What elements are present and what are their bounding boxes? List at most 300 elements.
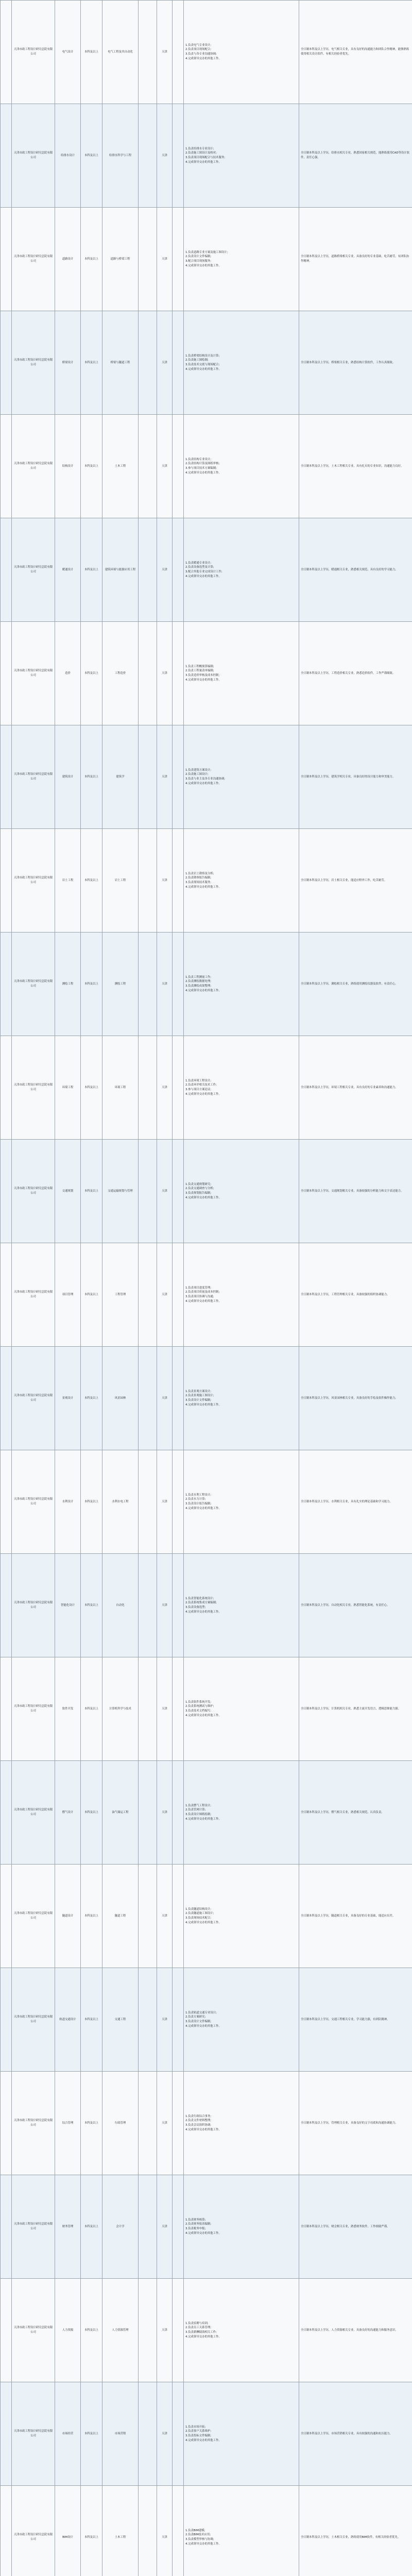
requirement-text: 全日制本科及以上学历，建筑学相关专业，具备良好的设计能力和审美能力。	[301, 775, 396, 778]
duty-line: 3.负责造价审核及成本控制;	[185, 674, 220, 677]
duty-line: 1.负责项目进度管理;	[185, 1286, 212, 1290]
job-duties	[184, 2175, 299, 2279]
recruit-method	[139, 2486, 157, 2576]
major-requirement: 电气工程及其自动化	[102, 1, 139, 104]
recruit-method	[139, 622, 157, 725]
major-requirement: 风景园林	[102, 1347, 139, 1450]
duty-line: 2.负责设计文件编制;	[185, 255, 212, 259]
duty-line: 4.完成领导交办的其他工作。	[185, 782, 221, 785]
duty-line: 2.负责环评相关技术工作;	[185, 1083, 217, 1087]
requirement-text: 全日制本科及以上学历，工程管理相关专业，具备较强的组织协调能力。	[301, 1293, 390, 1296]
duty-line: 4.完成领导交办的其他工作。	[185, 2231, 221, 2235]
headcount	[173, 725, 184, 829]
education-requirement: 本科及以上	[81, 2072, 102, 2175]
company-name: 天津市政工程设计研究总院有限公司	[12, 725, 55, 829]
education-requirement: 本科及以上	[81, 2175, 102, 2279]
job-requirements	[299, 2279, 412, 2382]
duty-line: 2.负责测绘数据处理;	[185, 980, 212, 984]
work-city: 天津	[157, 933, 173, 1036]
education-requirement: 本科及以上	[81, 725, 102, 829]
duty-line: 4.完成领导交办的其他工作。	[185, 160, 221, 164]
requirement-text: 全日制本科及以上学历，隧道相关专业，具备良好的专业基础，能适应出差。	[301, 1914, 396, 1918]
headcount	[173, 1450, 184, 1554]
job-requirements	[299, 1243, 412, 1347]
education-requirement: 本科及以上	[81, 518, 102, 622]
company-name: 天津市政工程设计研究总院有限公司	[12, 1450, 55, 1554]
requirement-text: 全日制本科及以上学历，土木相关专业，熟练使用BIM软件，有相关经验者优先。	[301, 2535, 401, 2539]
recruit-method	[139, 1036, 157, 1140]
duty-line: 4.完成领导交办的其他工作。	[185, 1506, 221, 1510]
job-duties	[184, 2279, 299, 2382]
education-requirement: 本科及以上	[81, 2486, 102, 2576]
job-duties	[184, 208, 299, 311]
job-row	[1, 208, 412, 311]
job-row	[1, 415, 412, 518]
duty-line: 2.负责景观施工图设计;	[185, 1394, 214, 1398]
company-name: 天津市政工程设计研究总院有限公司	[12, 2382, 55, 2486]
job-duties	[184, 1657, 299, 1761]
job-requirements	[299, 1554, 412, 1657]
requirement-text: 全日制本科及以上学历，岩土相关专业，能适应野外工作，吃苦耐劳。	[301, 878, 387, 882]
job-duties	[184, 1450, 299, 1554]
job-requirements	[299, 1968, 412, 2072]
job-duties	[184, 1968, 299, 2072]
job-requirements	[299, 104, 412, 208]
row-number	[1, 622, 12, 725]
duty-line: 2.负责勘察报告编制;	[185, 876, 212, 880]
duty-line: 3.负责设备选型;	[185, 1606, 206, 1609]
duty-line: 3.负责与业主及各专业沟通协调;	[185, 777, 226, 781]
job-requirements	[299, 1761, 412, 1865]
duty-line: 3.负责薪酬绩效相关工作;	[185, 2331, 217, 2334]
job-row	[1, 1243, 412, 1347]
duty-line: 2.负责隧道施工图设计;	[185, 1912, 214, 1916]
education-requirement: 本科及以上	[81, 104, 102, 208]
work-city: 天津	[157, 2072, 173, 2175]
requirement-text: 全日制本科及以上学历，环境工程相关专业，具有良好的专业素养和沟通能力。	[301, 1086, 398, 1089]
recruit-method	[139, 311, 157, 415]
job-requirements	[299, 2486, 412, 2576]
work-city: 天津	[157, 1140, 173, 1243]
job-duties	[184, 104, 299, 208]
job-duties	[184, 1, 299, 104]
major-requirement: 土木工程	[102, 2486, 139, 2576]
duty-line: 4.完成领导交办的其他工作。	[185, 2024, 221, 2028]
recruit-method	[139, 2382, 157, 2486]
requirement-text: 全日制本科及以上学历，交通工程相关专业，学习能力强，有团队精神。	[301, 2018, 390, 2021]
company-name: 天津市政工程设计研究总院有限公司	[12, 1761, 55, 1865]
duty-line: 2.负责客户关系维护;	[185, 2430, 212, 2433]
job-requirements	[299, 1865, 412, 1968]
job-duties	[184, 1554, 299, 1657]
job-duties	[184, 1140, 299, 1243]
job-title: 财务管理	[55, 2175, 81, 2279]
major-requirement: 给排水科学与工程	[102, 104, 139, 208]
duty-line: 4.完成领导交办的其他工作。	[185, 264, 221, 267]
job-requirements	[299, 208, 412, 311]
job-rows	[1, 1, 412, 2576]
duty-line: 4.完成领导交办的其他工作。	[185, 1299, 221, 1303]
job-title: 水利设计	[55, 1450, 81, 1554]
duty-line: 2.负责施工图设计及校对;	[185, 151, 217, 155]
duty-line: 3.参与项目技术方案编制;	[185, 467, 217, 470]
job-requirements	[299, 1140, 412, 1243]
duty-line: 1.负责市场开拓;	[185, 2425, 206, 2429]
work-city: 天津	[157, 2486, 173, 2576]
recruit-method	[139, 1761, 157, 1865]
duty-line: 1.负责BIM建模;	[185, 2529, 205, 2532]
education-requirement: 本科及以上	[81, 1761, 102, 1865]
job-requirements	[299, 1657, 412, 1761]
major-requirement: 建筑学	[102, 725, 139, 829]
duty-line: 1.负责给排水专业设计;	[185, 147, 214, 150]
requirement-text: 全日制本科及以上学历，桥梁相关专业，熟悉结构计算软件，工作认真细致。	[301, 361, 396, 364]
row-number	[1, 2175, 12, 2279]
headcount	[173, 1140, 184, 1243]
job-requirements	[299, 1, 412, 104]
row-number	[1, 104, 12, 208]
requirement-text: 全日制本科及以上学历，土木工程相关专业，具有扎实的专业知识，沟通能力良好。	[301, 464, 404, 468]
recruit-method	[139, 2279, 157, 2382]
job-row	[1, 104, 412, 208]
requirement-text: 全日制本科及以上学历，自动化相关专业，熟悉智能化系统，有责任心。	[301, 1603, 390, 1607]
recruit-method	[139, 933, 157, 1036]
row-number	[1, 1243, 12, 1347]
duty-line: 2.负责施工图绘制;	[185, 359, 209, 362]
duty-line: 1.负责燃气工程设计;	[185, 1804, 212, 1807]
major-requirement: 工程造价	[102, 622, 139, 725]
duty-line: 4.完成领导交办的其他工作。	[185, 678, 221, 682]
job-row	[1, 1968, 412, 2072]
work-city: 天津	[157, 1761, 173, 1865]
requirement-text: 全日制本科及以上学历，交通规划相关专业，具备较强的分析能力和文字表达能力。	[301, 1189, 404, 1193]
job-row	[1, 2382, 412, 2486]
duty-line: 4.完成领导交办的其他工作。	[185, 1403, 221, 1406]
row-number	[1, 933, 12, 1036]
duty-line: 2.负责BIM技术应用;	[185, 2533, 211, 2537]
recruit-method	[139, 2175, 157, 2279]
job-title: 环境工程	[55, 1036, 81, 1140]
work-city: 天津	[157, 1, 173, 104]
duty-line: 4.完成领导交办的其他工作。	[185, 1092, 221, 1096]
job-title: 人力资源	[55, 2279, 81, 2382]
job-title: 电气设计	[55, 1, 81, 104]
requirement-text: 全日制本科及以上学历，风景园林相关专业，具备良好的手绘及软件操作能力。	[301, 1396, 398, 1400]
job-row	[1, 1657, 412, 1761]
work-city: 天津	[157, 725, 173, 829]
recruit-method	[139, 1243, 157, 1347]
education-requirement: 本科及以上	[81, 1554, 102, 1657]
major-requirement: 行政管理	[102, 2072, 139, 2175]
company-name: 天津市政工程设计研究总院有限公司	[12, 1347, 55, 1450]
job-requirements	[299, 1036, 412, 1140]
job-row	[1, 1450, 412, 1554]
duty-line: 2.负责施工图设计;	[185, 773, 209, 776]
job-title: 景观设计	[55, 1347, 81, 1450]
row-number	[1, 1347, 12, 1450]
row-number	[1, 1, 12, 104]
company-name: 天津市政工程设计研究总院有限公司	[12, 1140, 55, 1243]
duty-line: 3.负责设计图纸绘制;	[185, 1813, 212, 1816]
duty-line: 2.负责方案研究;	[185, 2015, 206, 2019]
headcount	[173, 1968, 184, 2072]
company-name: 天津市政工程设计研究总院有限公司	[12, 1968, 55, 2072]
education-requirement: 本科及以上	[81, 208, 102, 311]
major-requirement: 隧道工程	[102, 1865, 139, 1968]
duty-line: 3.配合项目现场服务;	[185, 260, 212, 263]
company-name: 天津市政工程设计研究总院有限公司	[12, 311, 55, 415]
job-duties	[184, 829, 299, 933]
duty-line: 4.完成领导交办的其他工作。	[185, 2335, 221, 2338]
education-requirement: 本科及以上	[81, 622, 102, 725]
headcount	[173, 104, 184, 208]
duty-line: 1.负责水利工程设计;	[185, 1493, 212, 1497]
duty-line: 2.负责系统测试与维护;	[185, 1705, 214, 1708]
company-name: 天津市政工程设计研究总院有限公司	[12, 208, 55, 311]
job-title: 造价	[55, 622, 81, 725]
recruit-method	[139, 104, 157, 208]
duty-line: 2.负责项目现场配合;	[185, 48, 212, 52]
duty-line: 1.负责景观方案设计;	[185, 1389, 212, 1393]
job-requirements	[299, 622, 412, 725]
requirement-text: 全日制本科及以上学历，测绘相关专业，熟练使用测绘仪器及软件，有责任心。	[301, 982, 398, 986]
education-requirement: 本科及以上	[81, 1865, 102, 1968]
duty-line: 3.负责项目现场配合与技术服务;	[185, 156, 226, 159]
job-title: 桥梁设计	[55, 311, 81, 415]
job-duties	[184, 725, 299, 829]
job-row	[1, 1554, 412, 1657]
duty-line: 1.负责环境工程设计;	[185, 1079, 212, 1082]
duty-line: 1.负责结构专业设计;	[185, 457, 212, 461]
duty-line: 1.负责交通规划研究;	[185, 1182, 212, 1186]
job-row	[1, 1347, 412, 1450]
row-number	[1, 1036, 12, 1140]
company-name: 天津市政工程设计研究总院有限公司	[12, 622, 55, 725]
work-city: 天津	[157, 1347, 173, 1450]
recruit-method	[139, 1, 157, 104]
row-number	[1, 725, 12, 829]
duty-line: 1.负责岩土勘察及分析;	[185, 872, 214, 875]
work-city: 天津	[157, 208, 173, 311]
row-number	[1, 829, 12, 933]
work-city: 天津	[157, 829, 173, 933]
duty-line: 3.负责技术交底与现场配合;	[185, 363, 220, 366]
company-name: 天津市政工程设计研究总院有限公司	[12, 2072, 55, 2175]
duty-line: 4.完成领导交办的其他工作。	[185, 2128, 221, 2131]
duty-line: 2.负责结构计算及图纸审核;	[185, 462, 220, 466]
education-requirement: 本科及以上	[81, 2382, 102, 2486]
job-row	[1, 2279, 412, 2382]
job-title: BIM设计	[55, 2486, 81, 2576]
duty-line: 2.负责管网计算;	[185, 1808, 206, 1812]
duty-line: 4.完成领导交办的其他工作。	[185, 57, 221, 60]
row-number	[1, 1450, 12, 1554]
requirement-text: 全日制本科及以上学历，道路桥梁相关专业，具备良好的专业基础，吃苦耐劳，有团队协作精神。	[301, 255, 409, 263]
duty-line: 2.负责文件材料整理;	[185, 2119, 212, 2123]
duty-line: 1.负责暖通专业设计;	[185, 561, 212, 565]
row-number	[1, 1761, 12, 1865]
work-city: 天津	[157, 1450, 173, 1554]
duty-line: 3.负责与各专业沟通协调;	[185, 53, 217, 56]
headcount	[173, 1865, 184, 1968]
duty-line: 1.负责招聘与培训;	[185, 2321, 209, 2325]
requirement-text: 全日制本科及以上学历，暖通相关专业，熟悉相关规范，具有良好的学习能力。	[301, 568, 398, 571]
duty-line: 1.负责智能化系统设计;	[185, 1597, 214, 1600]
job-duties	[184, 2072, 299, 2175]
row-number	[1, 2279, 12, 2382]
major-requirement: 会计学	[102, 2175, 139, 2279]
company-name: 天津市政工程设计研究总院有限公司	[12, 1554, 55, 1657]
recruit-method	[139, 1968, 157, 2072]
company-name: 天津市政工程设计研究总院有限公司	[12, 829, 55, 933]
work-city: 天津	[157, 2279, 173, 2382]
education-requirement: 本科及以上	[81, 829, 102, 933]
education-requirement: 本科及以上	[81, 1347, 102, 1450]
major-requirement: 计算机科学与技术	[102, 1657, 139, 1761]
job-row	[1, 1865, 412, 1968]
job-requirements	[299, 1450, 412, 1554]
job-duties	[184, 311, 299, 415]
education-requirement: 本科及以上	[81, 1243, 102, 1347]
job-title: 结构设计	[55, 415, 81, 518]
requirement-text: 全日制本科及以上学历，燃气相关专业，熟悉相关规范，认真负责。	[301, 1810, 384, 1814]
duty-line: 4.完成领导交办的其他工作。	[185, 2542, 221, 2546]
headcount	[173, 1657, 184, 1761]
work-city: 天津	[157, 311, 173, 415]
company-name: 天津市政工程设计研究总院有限公司	[12, 415, 55, 518]
recruit-method	[139, 2072, 157, 2175]
work-city: 天津	[157, 1657, 173, 1761]
work-city: 天津	[157, 1865, 173, 1968]
duty-line: 3.配合其他专业完成设计工作;	[185, 570, 222, 573]
requirement-text: 全日制本科及以上学历，人力资源相关专业，具备良好的沟通能力和服务意识。	[301, 2328, 398, 2332]
duty-line: 3.负责项目协调与沟通;	[185, 1295, 214, 1298]
job-duties	[184, 622, 299, 725]
row-number	[1, 1140, 12, 1243]
duty-line: 1.负责隧道结构设计;	[185, 1907, 212, 1911]
duty-line: 3.负责现场技术配合;	[185, 1917, 212, 1920]
job-requirements	[299, 933, 412, 1036]
company-name: 天津市政工程设计研究总院有限公司	[12, 2279, 55, 2382]
duty-line: 3.负责现场技术服务;	[185, 881, 212, 884]
major-requirement: 油气储运工程	[102, 1761, 139, 1865]
duty-line: 1.负责桥梁结构设计及计算;	[185, 354, 220, 358]
work-city: 天津	[157, 104, 173, 208]
headcount	[173, 2486, 184, 2576]
duty-line: 1.负责行政综合事务;	[185, 2114, 212, 2118]
duty-line: 3.负责技术文档编写;	[185, 1709, 212, 1713]
duty-line: 4.完成领导交办的其他工作。	[185, 885, 221, 889]
duty-line: 2.负责财务报表编制;	[185, 2223, 212, 2226]
education-requirement: 本科及以上	[81, 1036, 102, 1140]
headcount	[173, 415, 184, 518]
education-requirement: 本科及以上	[81, 1, 102, 104]
headcount	[173, 933, 184, 1036]
major-requirement: 人力资源管理	[102, 2279, 139, 2382]
duty-line: 1.负责电气专业设计;	[185, 43, 212, 47]
duty-line: 1.负责建筑方案设计;	[185, 768, 212, 772]
job-row	[1, 725, 412, 829]
major-requirement: 交通运输规划与管理	[102, 1140, 139, 1243]
duty-line: 3.负责测绘成果整理;	[185, 985, 212, 988]
headcount	[173, 622, 184, 725]
row-number	[1, 2486, 12, 2576]
duty-line: 3.负责模型审核与协调;	[185, 2538, 214, 2541]
headcount	[173, 829, 184, 933]
row-number	[1, 1657, 12, 1761]
duty-line: 1.负责道路专业方案及施工图设计;	[185, 250, 228, 254]
work-city: 天津	[157, 622, 173, 725]
job-title: 测绘工程	[55, 933, 81, 1036]
work-city: 天津	[157, 518, 173, 622]
duty-line: 3.负责设计报告编制;	[185, 1502, 212, 1505]
duty-line: 2.负责工程量清单编制;	[185, 669, 214, 673]
major-requirement: 建筑环境与能源应用工程	[102, 518, 139, 622]
company-name: 天津市政工程设计研究总院有限公司	[12, 518, 55, 622]
duty-line: 4.完成领导交办的其他工作。	[185, 989, 221, 992]
job-row	[1, 1, 412, 104]
duty-line: 2.负责水力计算;	[185, 1498, 206, 1501]
row-number	[1, 208, 12, 311]
requirement-text: 全日制本科及以上学历，工程造价相关专业，熟悉造价软件，工作严谨细致。	[301, 671, 396, 675]
major-requirement: 环境工程	[102, 1036, 139, 1140]
job-duties	[184, 1347, 299, 1450]
major-requirement: 水利水电工程	[102, 1450, 139, 1554]
job-title: 隧道设计	[55, 1865, 81, 1968]
duty-line: 4.完成领导交办的其他工作。	[185, 2438, 221, 2442]
work-city: 天津	[157, 1243, 173, 1347]
recruit-method	[139, 1347, 157, 1450]
company-name: 天津市政工程设计研究总院有限公司	[12, 1243, 55, 1347]
duty-line: 3.负责会议组织协调;	[185, 2124, 212, 2127]
duty-line: 1.负责财务核算;	[185, 2218, 206, 2222]
education-requirement: 本科及以上	[81, 311, 102, 415]
job-row	[1, 2175, 412, 2279]
recruit-method	[139, 1657, 157, 1761]
education-requirement: 本科及以上	[81, 933, 102, 1036]
education-requirement: 本科及以上	[81, 1968, 102, 2072]
major-requirement: 交通工程	[102, 1968, 139, 2072]
company-name: 天津市政工程设计研究总院有限公司	[12, 1865, 55, 1968]
education-requirement: 本科及以上	[81, 415, 102, 518]
headcount	[173, 311, 184, 415]
headcount	[173, 2279, 184, 2382]
major-requirement: 自动化	[102, 1554, 139, 1657]
major-requirement: 道路与桥梁工程	[102, 208, 139, 311]
job-duties	[184, 1243, 299, 1347]
job-row	[1, 1140, 412, 1243]
job-requirements	[299, 518, 412, 622]
job-duties	[184, 518, 299, 622]
job-title: 燃气设计	[55, 1761, 81, 1865]
job-duties	[184, 2382, 299, 2486]
recruit-method	[139, 829, 157, 933]
major-requirement: 测绘工程	[102, 933, 139, 1036]
headcount	[173, 2382, 184, 2486]
recruit-method	[139, 725, 157, 829]
row-number	[1, 1554, 12, 1657]
job-row	[1, 518, 412, 622]
education-requirement: 本科及以上	[81, 1450, 102, 1554]
requirement-text: 全日制本科及以上学历，管理相关专业，具备良好的文字功底和沟通协调能力。	[301, 2121, 398, 2125]
requirement-text: 全日制本科及以上学历，电气相关专业，具有良好的沟通能力和团队合作精神，能够熟练使用相关设计软件，有相关经验者优先。	[301, 48, 409, 56]
job-row	[1, 933, 412, 1036]
job-duties	[184, 1036, 299, 1140]
job-row	[1, 829, 412, 933]
work-city: 天津	[157, 1036, 173, 1140]
major-requirement: 工程管理	[102, 1243, 139, 1347]
duty-line: 4.完成领导交办的其他工作。	[185, 1817, 221, 1821]
